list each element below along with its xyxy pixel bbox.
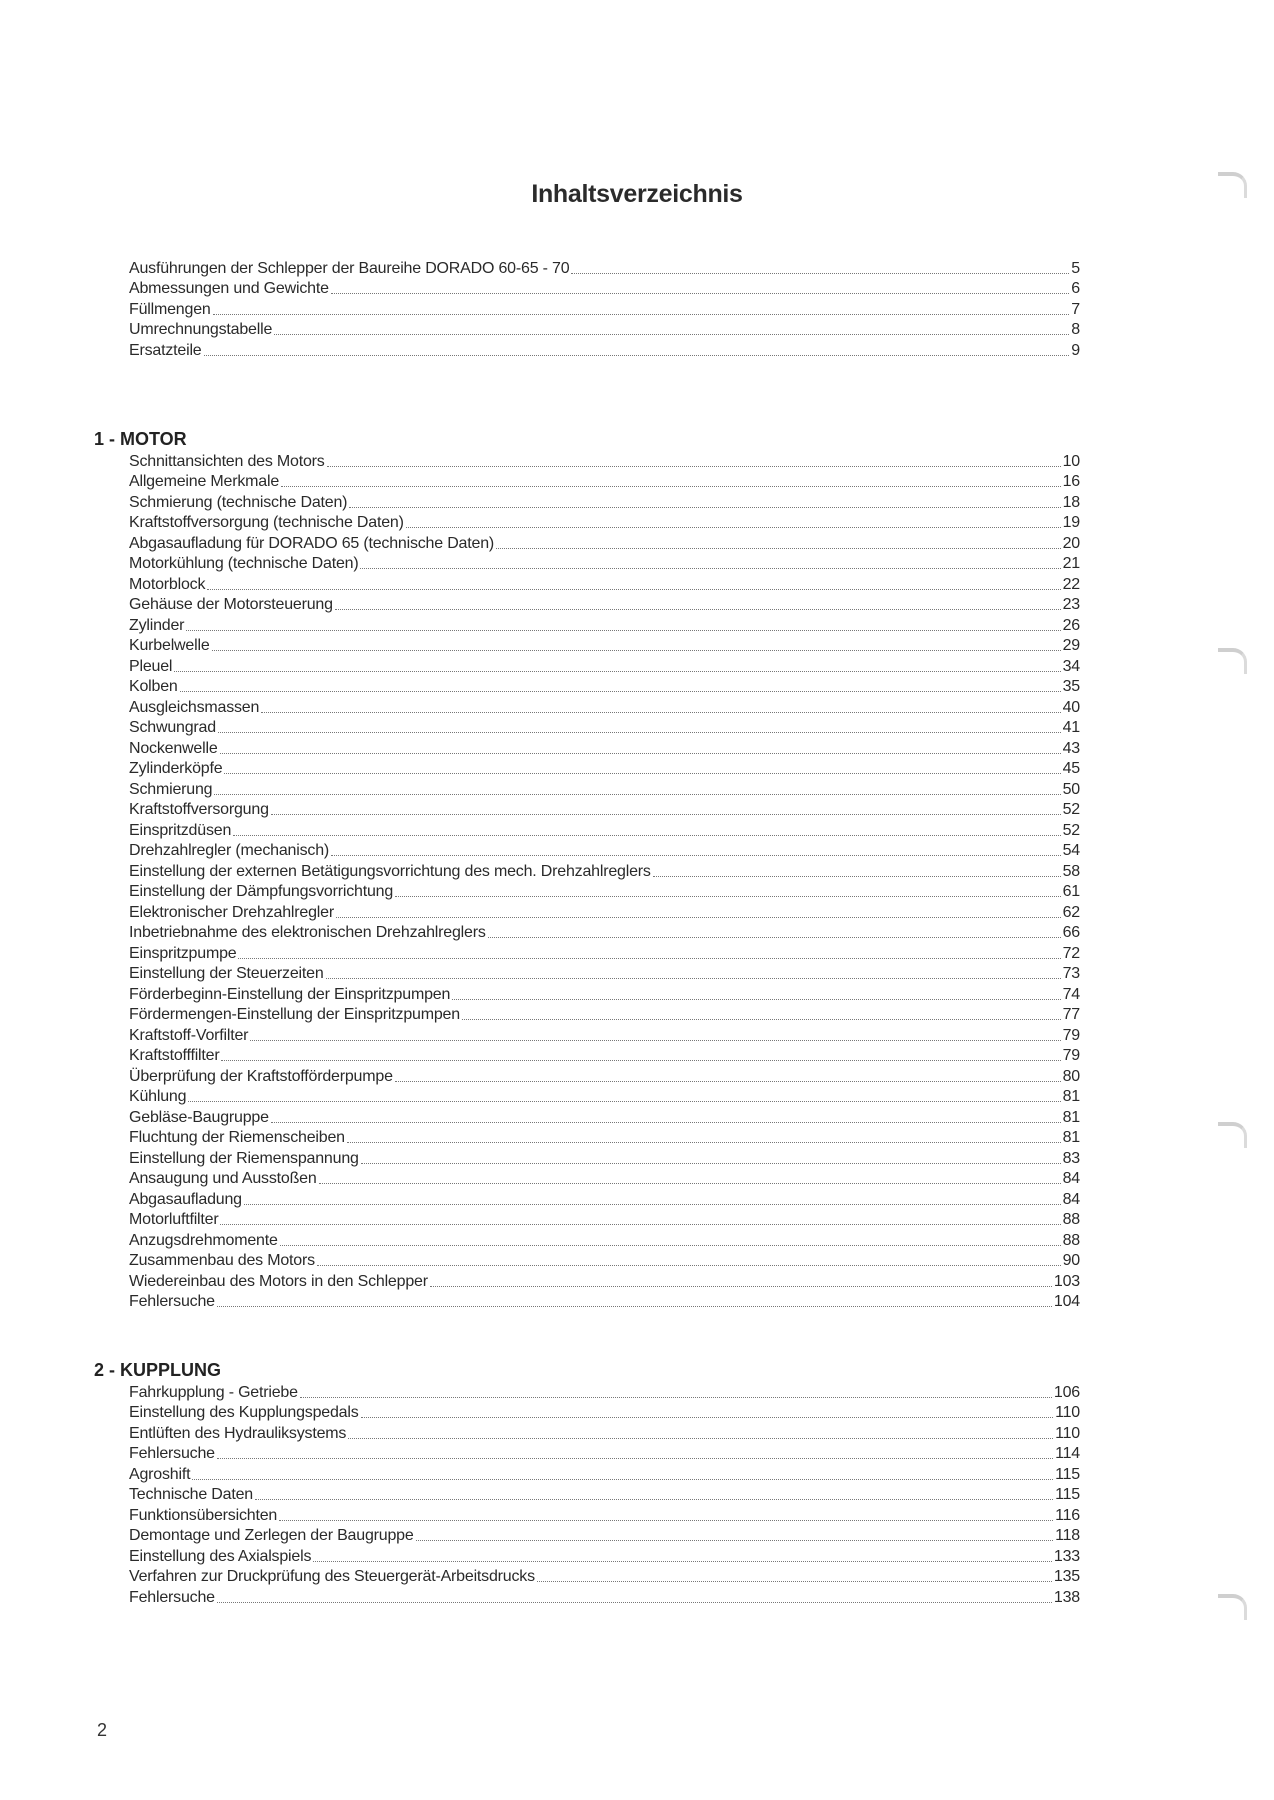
- dot-leader: [347, 1142, 1061, 1143]
- toc-entry[interactable]: [129, 1025, 1080, 1046]
- dot-leader: [361, 1417, 1054, 1418]
- dot-leader: [224, 773, 1060, 774]
- section-heading-kupplung: 2 - KUPPLUNG: [94, 1360, 222, 1380]
- toc-entry-label: Motorblock: [129, 575, 206, 593]
- toc-entry[interactable]: [129, 258, 1080, 279]
- toc-entry[interactable]: [129, 574, 1080, 595]
- dot-leader: [336, 917, 1061, 918]
- toc-entry[interactable]: [129, 636, 1080, 657]
- dot-leader: [214, 794, 1060, 795]
- dot-leader: [537, 1581, 1052, 1582]
- toc-entry-page: 8: [1071, 321, 1080, 338]
- toc-entry-label: Abgasaufladung: [129, 1190, 242, 1208]
- toc-entry-page: 10: [1062, 452, 1080, 470]
- toc-entry-page: 72: [1062, 944, 1080, 962]
- toc-entry[interactable]: [129, 738, 1080, 759]
- toc-entry-page: 115: [1055, 1486, 1080, 1503]
- toc-entry[interactable]: [129, 800, 1080, 821]
- toc-entry[interactable]: [129, 1485, 1080, 1506]
- toc-entry[interactable]: [129, 451, 1080, 472]
- toc-entry[interactable]: [129, 820, 1080, 841]
- page-title: Inhaltsverzeichnis: [531, 180, 743, 208]
- toc-entry-page: 6: [1071, 280, 1080, 297]
- section-kupplung-list: [129, 1382, 1080, 1608]
- toc-entry-label: Kurbelwelle: [129, 637, 210, 654]
- front-matter-list: [129, 258, 1080, 361]
- dot-leader: [488, 937, 1061, 938]
- toc-entry-page: 114: [1055, 1445, 1080, 1462]
- toc-entry-label: Drehzahlregler (mechanisch): [129, 842, 330, 859]
- toc-entry-label: Anzugsdrehmomente: [129, 1231, 278, 1249]
- toc-entry-page: 133: [1053, 1547, 1080, 1565]
- toc-entry-page: 118: [1055, 1527, 1080, 1544]
- toc-entry[interactable]: [129, 677, 1080, 698]
- toc-entry-label: Pleuel: [129, 657, 173, 675]
- dot-leader: [462, 1019, 1061, 1020]
- toc-entry-label: Zusammenbau des Motors: [129, 1252, 315, 1269]
- toc-entry-page: 106: [1053, 1383, 1080, 1401]
- toc-entry-label: Ausgleichsmassen: [129, 698, 260, 716]
- toc-entry[interactable]: [129, 1464, 1080, 1485]
- toc-entry[interactable]: [129, 595, 1080, 616]
- toc-entry-page: 61: [1062, 883, 1080, 900]
- dot-leader: [250, 1040, 1060, 1041]
- toc-entry-label: Fördermengen-Einstellung der Einspritzpumpen: [129, 1006, 460, 1023]
- dot-leader: [217, 1602, 1052, 1603]
- dot-leader: [238, 958, 1060, 959]
- dot-leader: [213, 314, 1070, 315]
- toc-entry[interactable]: [129, 656, 1080, 677]
- dot-leader: [221, 1060, 1060, 1061]
- dot-leader: [348, 1438, 1053, 1439]
- dot-leader: [244, 1204, 1061, 1205]
- toc-entry-label: Einstellung der Riemenspannung: [129, 1149, 359, 1167]
- toc-entry-page: 110: [1055, 1404, 1080, 1421]
- toc-entry-label: Gebläse-Baugruppe: [129, 1108, 269, 1126]
- dot-leader: [331, 855, 1061, 856]
- toc-entry-label: Fehlersuche: [129, 1293, 215, 1310]
- punch-hole-mark: [1218, 1594, 1247, 1620]
- toc-entry-label: Wiedereinbau des Motors in den Schlepper: [129, 1272, 428, 1290]
- toc-entry-page: 18: [1062, 493, 1080, 511]
- dot-leader: [395, 1081, 1061, 1082]
- toc-entry-label: Ersatzteile: [129, 341, 202, 359]
- toc-entry-label: Motorkühlung (technische Daten): [129, 555, 359, 572]
- toc-entry-page: 5: [1071, 259, 1080, 277]
- toc-entry-label: Kraftstoff-Vorfilter: [129, 1026, 249, 1044]
- toc-entry[interactable]: [129, 902, 1080, 923]
- toc-entry-page: 79: [1062, 1026, 1080, 1044]
- toc-entry-page: 35: [1062, 678, 1080, 695]
- toc-entry-page: 7: [1071, 300, 1080, 318]
- toc-entry-label: Schmierung (technische Daten): [129, 493, 348, 511]
- toc-entry-page: 52: [1062, 801, 1080, 818]
- toc-entry-page: 115: [1055, 1465, 1080, 1483]
- dot-leader: [188, 1101, 1060, 1102]
- toc-entry[interactable]: [129, 984, 1080, 1005]
- toc-entry[interactable]: [129, 299, 1080, 320]
- toc-entry-label: Entlüften des Hydrauliksystems: [129, 1424, 347, 1442]
- toc-entry[interactable]: [129, 533, 1080, 554]
- toc-entry-page: 52: [1062, 821, 1080, 839]
- toc-entry[interactable]: [129, 1271, 1080, 1292]
- dot-leader: [452, 999, 1060, 1000]
- toc-entry-label: Ansaugung und Ausstoßen: [129, 1170, 317, 1187]
- toc-entry-page: 19: [1062, 514, 1080, 531]
- toc-entry-page: 83: [1062, 1149, 1080, 1167]
- dot-leader: [395, 896, 1061, 897]
- toc-entry[interactable]: [129, 1251, 1080, 1272]
- dot-leader: [274, 334, 1069, 335]
- toc-entry-label: Förderbeginn-Einstellung der Einspritzpumpen: [129, 985, 451, 1003]
- toc-entry-page: 79: [1062, 1047, 1080, 1064]
- toc-entry[interactable]: [129, 492, 1080, 513]
- dot-leader: [255, 1499, 1053, 1500]
- toc-entry-page: 26: [1062, 616, 1080, 634]
- dot-leader: [233, 835, 1060, 836]
- toc-entry-label: Kraftstofffilter: [129, 1047, 220, 1064]
- toc-entry[interactable]: [129, 615, 1080, 636]
- toc-entry-label: Umrechnungstabelle: [129, 321, 273, 338]
- toc-entry-page: 88: [1062, 1211, 1080, 1228]
- dot-leader: [220, 1224, 1060, 1225]
- toc-entry[interactable]: [129, 1546, 1080, 1567]
- toc-entry-page: 74: [1062, 985, 1080, 1003]
- toc-entry-page: 22: [1062, 575, 1080, 593]
- toc-entry-page: 81: [1062, 1108, 1080, 1126]
- toc-entry[interactable]: [129, 718, 1080, 739]
- toc-entry-page: 81: [1062, 1088, 1080, 1105]
- toc-entry-label: Einstellung der Steuerzeiten: [129, 965, 324, 982]
- dot-leader: [571, 273, 1069, 274]
- toc-entry-label: Einstellung der externen Betätigungsvorrichtung des mech. Drehzahlreglers: [129, 862, 651, 880]
- toc-entry[interactable]: [129, 1292, 1080, 1313]
- toc-entry-page: 77: [1062, 1006, 1080, 1023]
- dot-leader: [220, 753, 1061, 754]
- punch-hole-mark: [1218, 648, 1247, 674]
- toc-entry-label: Nockenwelle: [129, 739, 218, 757]
- toc-entry-page: 21: [1062, 555, 1080, 572]
- toc-entry[interactable]: [129, 759, 1080, 780]
- dot-leader: [186, 630, 1060, 631]
- dot-leader: [280, 1245, 1061, 1246]
- toc-entry-page: 73: [1062, 965, 1080, 982]
- toc-entry-page: 20: [1062, 534, 1080, 552]
- toc-entry[interactable]: [129, 554, 1080, 575]
- toc-entry-label: Schnittansichten des Motors: [129, 452, 325, 470]
- toc-entry-label: Abmessungen und Gewichte: [129, 280, 329, 297]
- toc-entry-label: Kolben: [129, 678, 178, 695]
- dot-leader: [192, 1479, 1053, 1480]
- toc-entry-page: 84: [1062, 1170, 1080, 1187]
- toc-entry-label: Ausführungen der Schlepper der Baureihe DORADO 60-65 - 70: [129, 259, 570, 277]
- section-heading-motor: 1 - MOTOR: [94, 429, 187, 449]
- toc-entry-label: Zylinderköpfe: [129, 760, 223, 777]
- toc-entry[interactable]: [129, 1505, 1080, 1526]
- toc-entry-label: Motorluftfilter: [129, 1211, 219, 1228]
- toc-entry-label: Einstellung des Kupplungspedals: [129, 1404, 359, 1421]
- toc-entry[interactable]: [129, 1567, 1080, 1588]
- toc-entry-label: Einstellung der Dämpfungsvorrichtung: [129, 883, 394, 900]
- dot-leader: [218, 732, 1061, 733]
- toc-entry-label: Füllmengen: [129, 300, 211, 318]
- toc-entry[interactable]: [129, 472, 1080, 493]
- toc-entry-page: 135: [1053, 1568, 1080, 1585]
- toc-entry-label: Zylinder: [129, 616, 185, 634]
- dot-leader: [180, 691, 1061, 692]
- toc-entry-page: 43: [1062, 739, 1080, 757]
- dot-leader: [331, 293, 1070, 294]
- toc-entry[interactable]: [129, 1046, 1080, 1067]
- dot-leader: [271, 1122, 1061, 1123]
- toc-entry[interactable]: [129, 1169, 1080, 1190]
- toc-entry-label: Agroshift: [129, 1465, 191, 1483]
- dot-leader: [261, 712, 1060, 713]
- toc-entry[interactable]: [129, 1526, 1080, 1547]
- toc-entry-page: 66: [1062, 924, 1080, 941]
- toc-entry-page: 16: [1062, 473, 1080, 490]
- toc-entry-page: 116: [1055, 1506, 1080, 1524]
- dot-leader: [326, 978, 1061, 979]
- toc-entry-page: 54: [1062, 842, 1080, 859]
- toc-entry-page: 138: [1053, 1588, 1080, 1606]
- dot-leader: [496, 548, 1061, 549]
- toc-entry-label: Fehlersuche: [129, 1588, 215, 1606]
- toc-entry[interactable]: [129, 1189, 1080, 1210]
- toc-entry[interactable]: [129, 1587, 1080, 1608]
- toc-entry-page: 84: [1062, 1190, 1080, 1208]
- toc-entry-label: Elektronischer Drehzahlregler: [129, 903, 334, 921]
- page-number: 2: [97, 1720, 108, 1740]
- toc-entry[interactable]: [129, 697, 1080, 718]
- toc-entry-label: Schmierung: [129, 780, 213, 798]
- dot-leader: [212, 650, 1061, 651]
- toc-entry-page: 80: [1062, 1067, 1080, 1085]
- dot-leader: [217, 1306, 1052, 1307]
- toc-entry-label: Fahrkupplung - Getriebe: [129, 1383, 298, 1401]
- toc-entry-label: Schwungrad: [129, 719, 216, 736]
- dot-leader: [430, 1286, 1052, 1287]
- toc-entry-label: Technische Daten: [129, 1486, 253, 1503]
- toc-entry[interactable]: [129, 861, 1080, 882]
- dot-leader: [300, 1397, 1052, 1398]
- dot-leader: [279, 1520, 1053, 1521]
- toc-entry-label: Überprüfung der Kraftstofförderpumpe: [129, 1067, 393, 1085]
- dot-leader: [349, 507, 1060, 508]
- toc-entry-page: 88: [1062, 1231, 1080, 1249]
- dot-leader: [416, 1540, 1054, 1541]
- toc-entry-page: 23: [1062, 596, 1080, 613]
- toc-entry[interactable]: [129, 340, 1080, 361]
- toc-entry-label: Kühlung: [129, 1088, 187, 1105]
- toc-entry-label: Demontage und Zerlegen der Baugruppe: [129, 1527, 414, 1544]
- toc-entry[interactable]: [129, 882, 1080, 903]
- section-motor-list: [129, 451, 1080, 1312]
- dot-leader: [204, 355, 1070, 356]
- dot-leader: [335, 609, 1061, 610]
- punch-hole-mark: [1218, 172, 1247, 198]
- toc-entry-page: 62: [1062, 903, 1080, 921]
- toc-entry-label: Abgasaufladung für DORADO 65 (technische Daten): [129, 534, 495, 552]
- toc-entry[interactable]: [129, 943, 1080, 964]
- dot-leader: [327, 466, 1061, 467]
- toc-entry[interactable]: [129, 964, 1080, 985]
- toc-entry-page: 29: [1062, 637, 1080, 654]
- toc-entry-label: Gehäuse der Motorsteuerung: [129, 596, 333, 613]
- dot-leader: [406, 527, 1061, 528]
- toc-entry[interactable]: [129, 1148, 1080, 1169]
- toc-entry-page: 81: [1062, 1129, 1080, 1146]
- toc-entry-label: Verfahren zur Druckprüfung des Steuergerät-Arbeitsdrucks: [129, 1568, 535, 1585]
- toc-entry-label: Fehlersuche: [129, 1445, 215, 1462]
- toc-entry-page: 50: [1062, 780, 1080, 798]
- toc-entry[interactable]: [129, 1403, 1080, 1424]
- toc-entry[interactable]: [129, 1210, 1080, 1231]
- toc-entry-label: Einspritzpumpe: [129, 944, 237, 962]
- toc-entry[interactable]: [129, 513, 1080, 534]
- toc-entry-page: 41: [1062, 719, 1080, 736]
- toc-entry[interactable]: [129, 923, 1080, 944]
- toc-entry-label: Allgemeine Merkmale: [129, 473, 280, 490]
- toc-entry-label: Funktionsübersichten: [129, 1506, 278, 1524]
- dot-leader: [317, 1265, 1061, 1266]
- toc-entry[interactable]: [129, 1107, 1080, 1128]
- dot-leader: [217, 1458, 1053, 1459]
- toc-entry-label: Inbetriebnahme des elektronischen Drehzahlreglers: [129, 924, 486, 941]
- dot-leader: [360, 568, 1060, 569]
- dot-leader: [207, 589, 1060, 590]
- toc-entry[interactable]: [129, 1128, 1080, 1149]
- toc-entry-page: 40: [1062, 698, 1080, 716]
- toc-entry-label: Kraftstoffversorgung (technische Daten): [129, 514, 404, 531]
- dot-leader: [174, 671, 1060, 672]
- toc-entry-label: Einstellung des Axialspiels: [129, 1547, 312, 1565]
- toc-entry[interactable]: [129, 841, 1080, 862]
- toc-entry[interactable]: [129, 1444, 1080, 1465]
- dot-leader: [361, 1163, 1061, 1164]
- toc-entry-page: 45: [1062, 760, 1080, 777]
- toc-entry-page: 90: [1062, 1252, 1080, 1269]
- toc-entry[interactable]: [129, 320, 1080, 341]
- toc-entry[interactable]: [129, 1005, 1080, 1026]
- toc-entry-label: Einspritzdüsen: [129, 821, 232, 839]
- dot-leader: [313, 1561, 1052, 1562]
- toc-entry[interactable]: [129, 779, 1080, 800]
- dot-leader: [271, 814, 1061, 815]
- toc-entry-label: Kraftstoffversorgung: [129, 801, 269, 818]
- toc-entry[interactable]: [129, 1066, 1080, 1087]
- toc-entry-page: 103: [1053, 1272, 1080, 1290]
- toc-entry[interactable]: [129, 1087, 1080, 1108]
- toc-entry[interactable]: [129, 1382, 1080, 1403]
- toc-entry-page: 34: [1062, 657, 1080, 675]
- toc-entry-page: 104: [1053, 1293, 1080, 1310]
- dot-leader: [653, 876, 1061, 877]
- toc-entry[interactable]: [129, 1230, 1080, 1251]
- dot-leader: [319, 1183, 1061, 1184]
- toc-entry-label: Fluchtung der Riemenscheiben: [129, 1129, 345, 1146]
- toc-entry[interactable]: [129, 1423, 1080, 1444]
- toc-entry[interactable]: [129, 279, 1080, 300]
- toc-entry-page: 9: [1071, 341, 1080, 359]
- punch-hole-mark: [1218, 1122, 1247, 1148]
- toc-entry-page: 58: [1062, 862, 1080, 880]
- toc-entry-page: 110: [1055, 1424, 1080, 1442]
- dot-leader: [281, 486, 1061, 487]
